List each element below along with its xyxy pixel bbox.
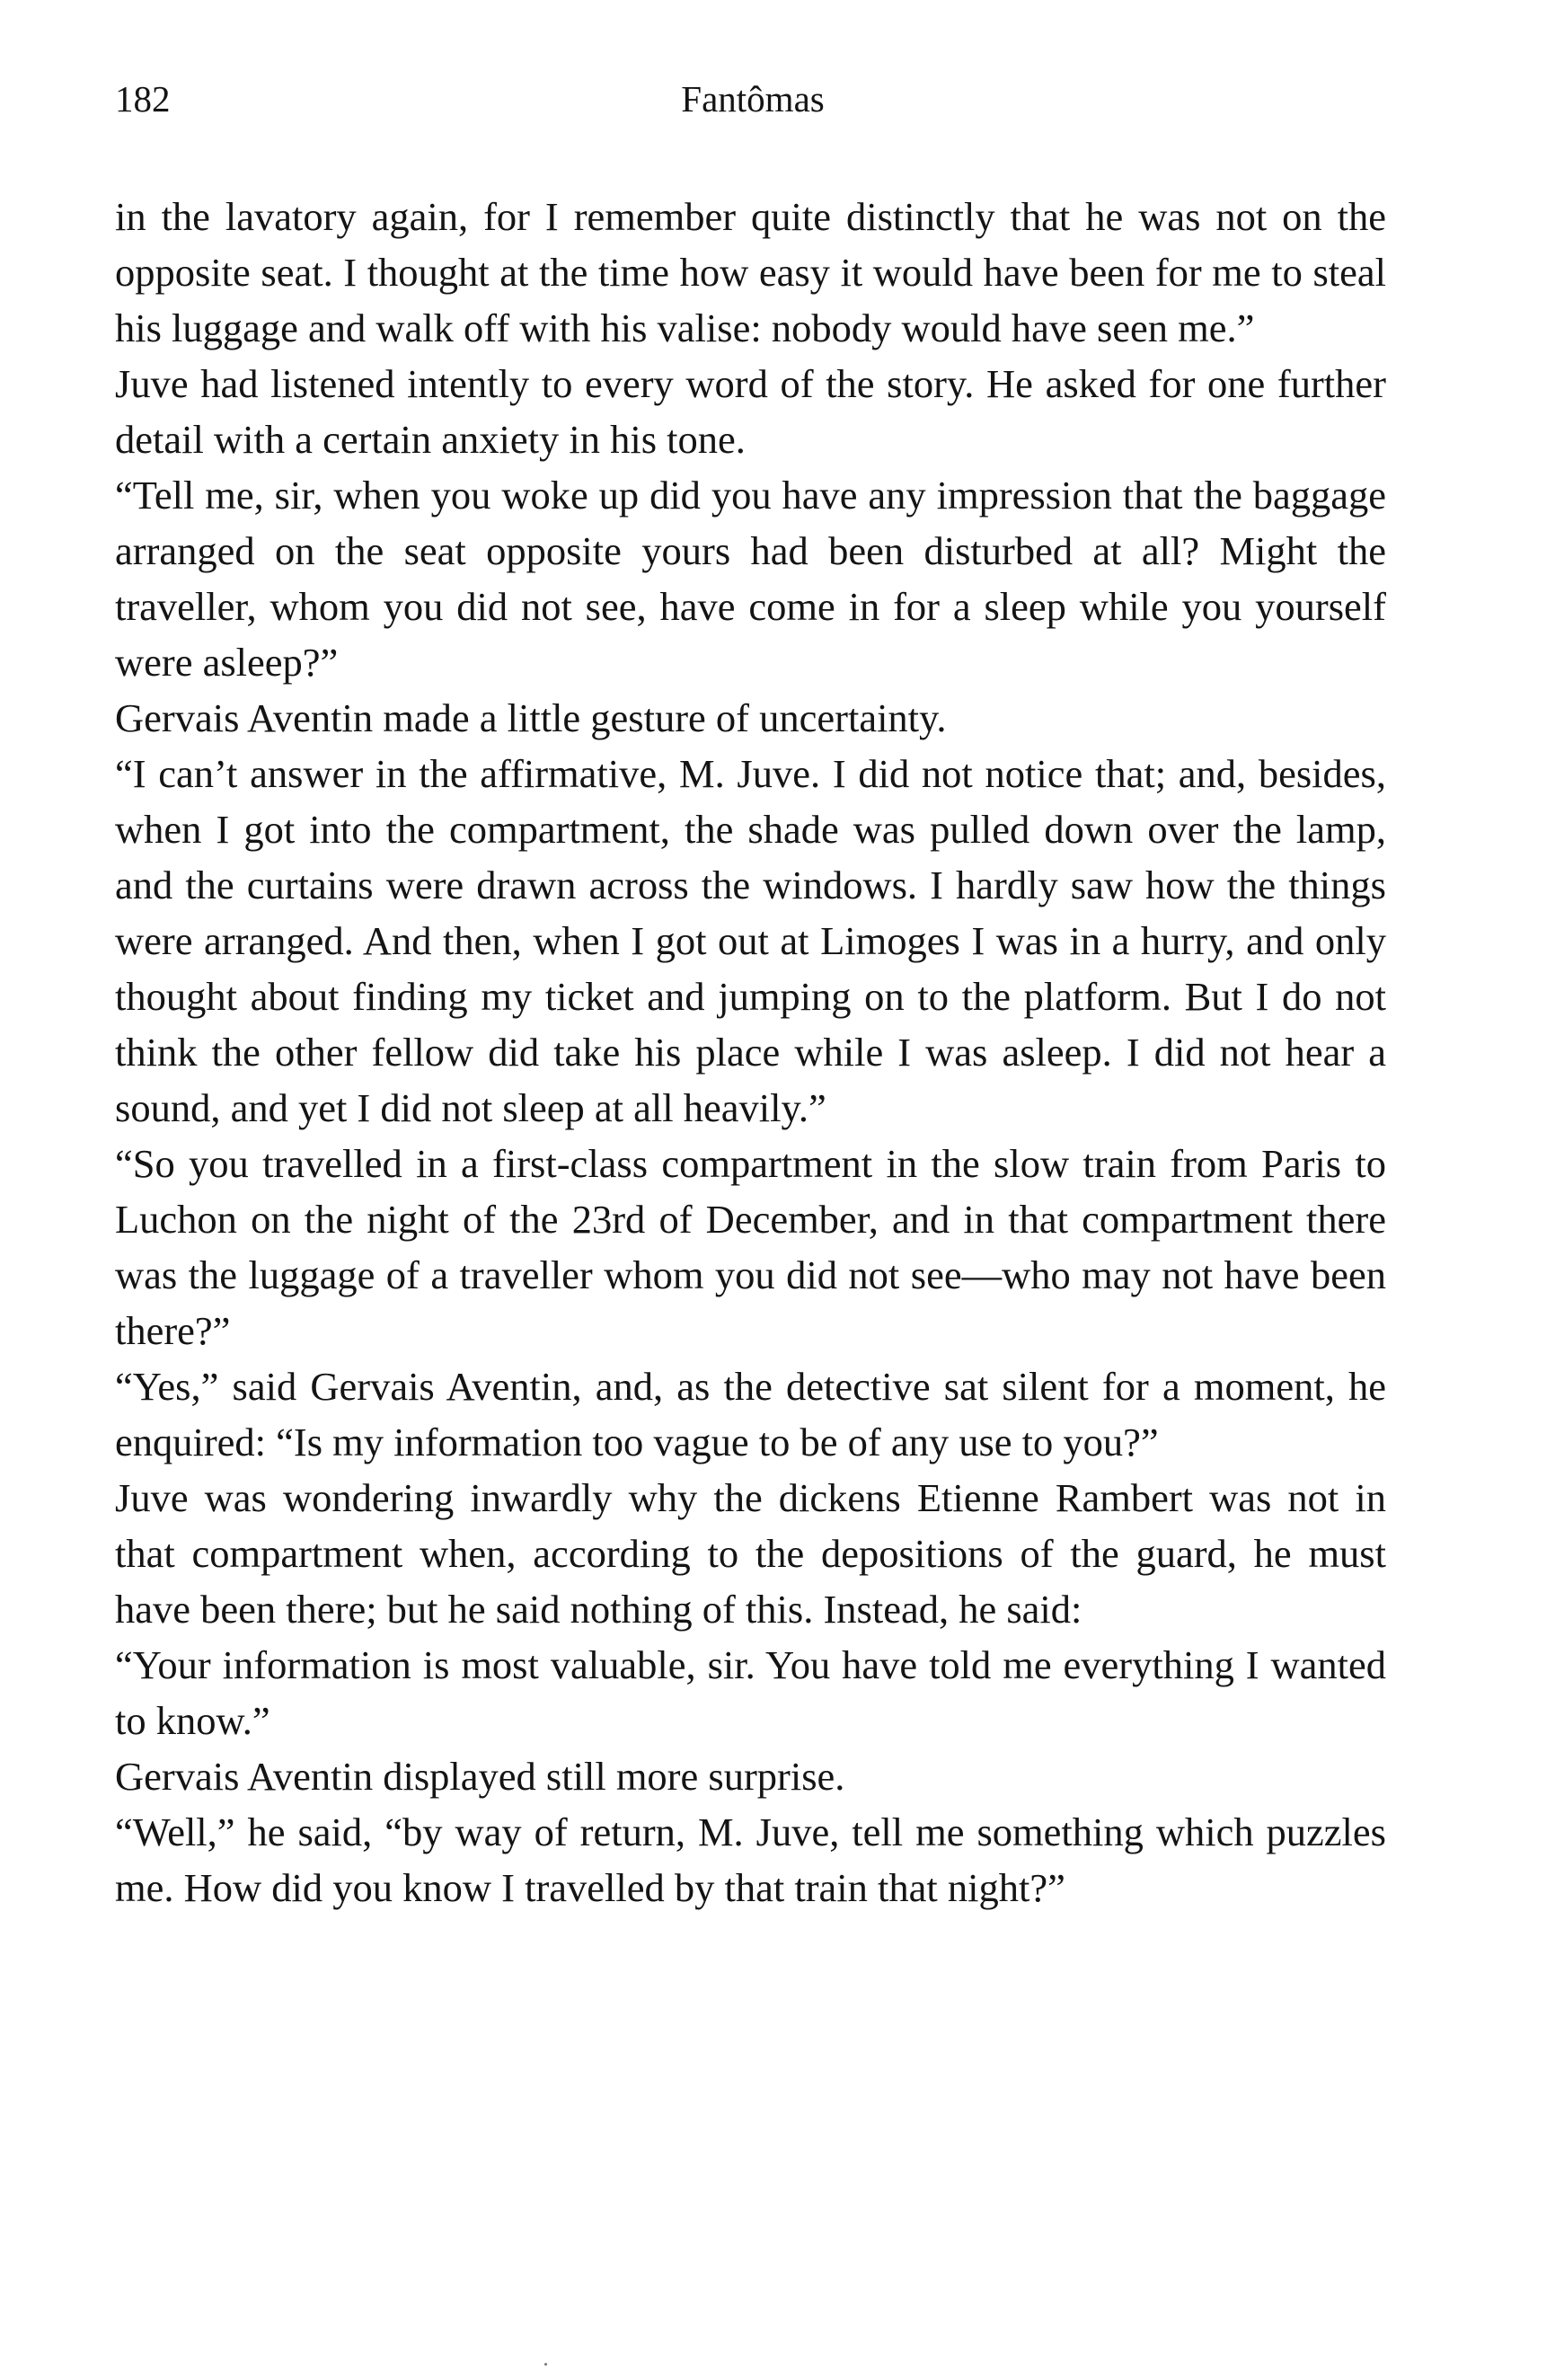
paragraph: “So you travelled in a first-class compartment in the slow train from Paris to Luchon on the night of the 23rd of December, and in that compartment there was the luggage of a traveller whom you did not see—who may not have been there?” [115,1141,1386,1353]
paragraph: Juve had listened intently to every word of the story. He asked for one further detail with a certain anxiety in his tone. [115,361,1386,462]
paragraph: Gervais Aventin made a little gesture of uncertainty. [115,695,947,740]
paragraph: “I can’t answer in the affirmative, M. Juve. I did not notice that; and, besides, when I got into the compartment, the shade was pulled down over the lamp, and the curtains were drawn across the windows. I hardly saw how the things were arranged. And then, when I got out at Limoges I was in a hurry, and only thought about finding my ticket and jumping on to the platform. But I do not think the other fellow did take his place while I was asleep. I did not hear a sound, and yet I did not sleep at all heavily.” [115,751,1386,1130]
paragraph: in the lavatory again, for I remember quite distinctly that he was not on the opposite seat. I thought at the time how easy it would have been for me to steal his luggage and walk off with his valise: nobody would have seen me.” [115,194,1386,350]
paragraph: “Yes,” said Gervais Aventin, and, as the detective sat silent for a moment, he enquired: “Is my information too vague to be of any use to you?” [115,1364,1386,1464]
body-text [115,189,1386,1916]
running-head [115,72,1391,126]
paragraph: “Well,” he said, “by way of return, M. Juve, tell me something which puzzles me. How did you know I travelled by that train that night?” [115,1809,1386,1910]
paragraph: Gervais Aventin displayed still more surprise. [115,1754,845,1799]
paragraph: “Your information is most valuable, sir. You have told me everything I wanted to know.” [115,1642,1386,1743]
paragraph: Juve was wondering inwardly why the dickens Etienne Rambert was not in that compartment when, according to the depositions of the guard, he must have been there; but he said nothing of this. Instead, he said: [115,1475,1386,1632]
paragraph: “Tell me, sir, when you woke up did you have any impression that the baggage arranged on the seat opposite yours had been disturbed at all? Might the traveller, whom you did not see, have come in for a sleep while you yourself were asleep?” [115,473,1386,685]
page-number: 182 [115,78,171,119]
book-title: Fantômas [681,78,825,119]
scan-speck [544,2363,547,2366]
